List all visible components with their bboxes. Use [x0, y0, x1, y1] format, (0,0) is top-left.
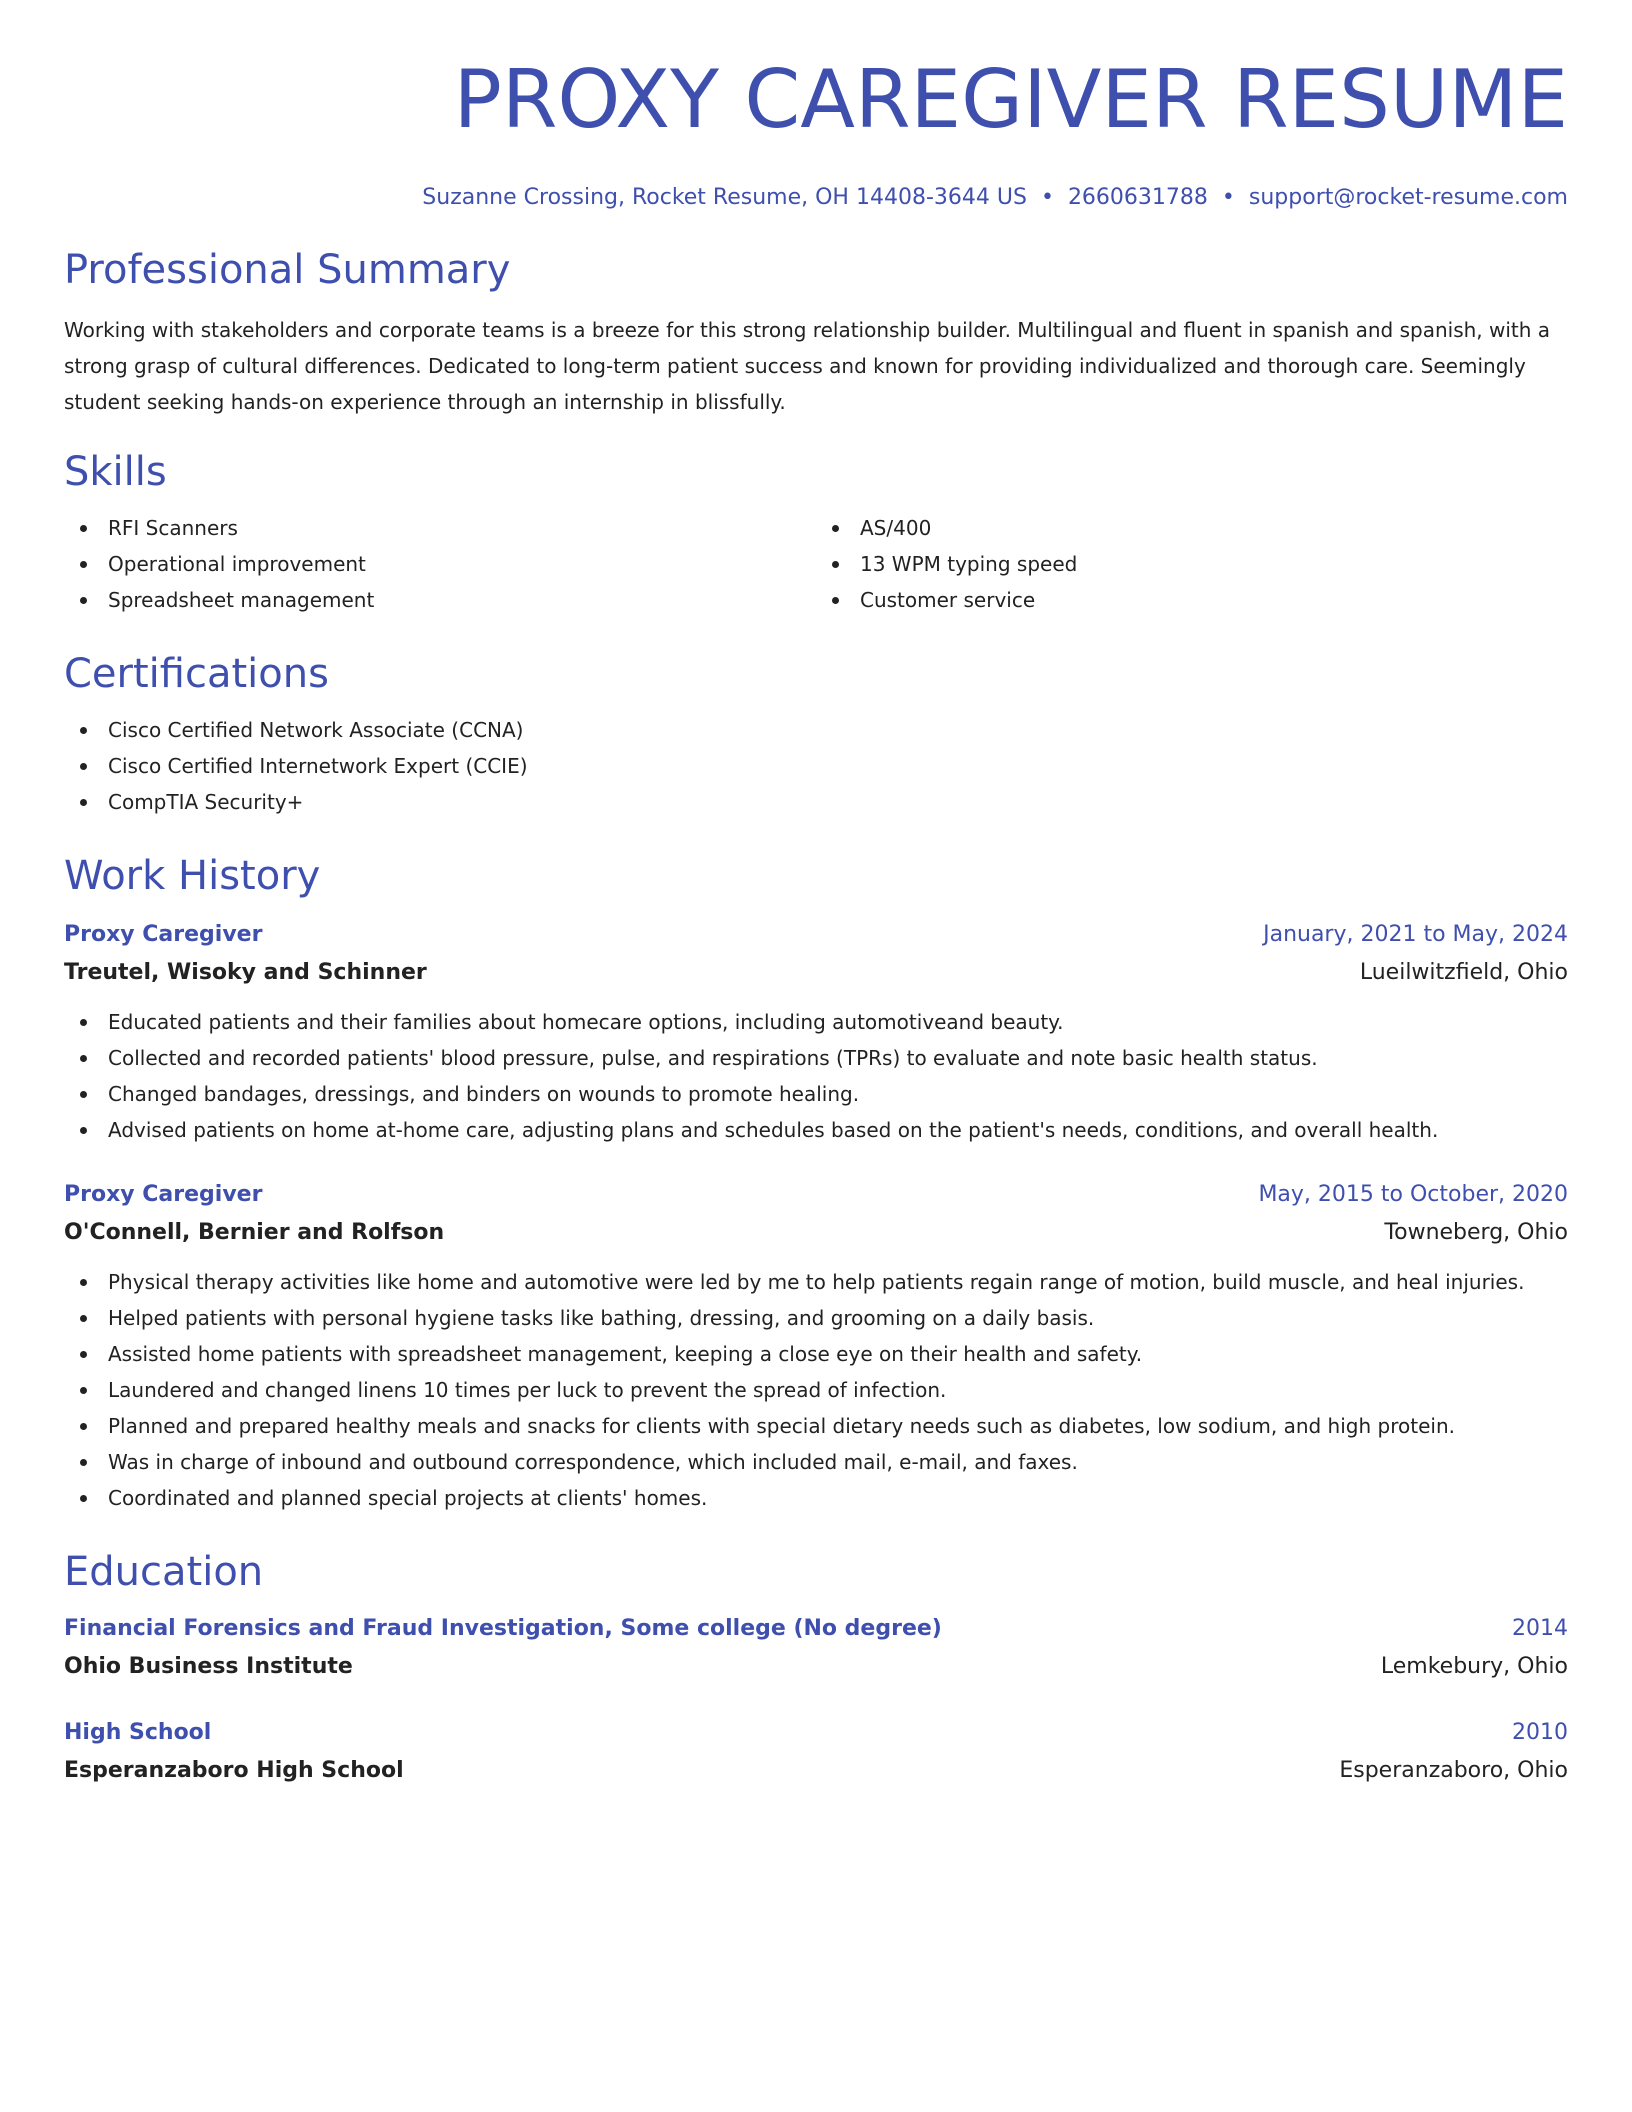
certification-item: Cisco Certified Network Associate (CCNA) [64, 712, 1568, 748]
skill-item: Customer service [816, 582, 1568, 618]
contact-separator: • [1040, 185, 1054, 210]
job-bullet: Planned and prepared healthy meals and snacks for clients with special dietary needs such as diabetes, low sodium, and high protein. [64, 1408, 1568, 1444]
education-degree: High School [64, 1720, 212, 1745]
education-year: 2010 [1512, 1720, 1568, 1745]
job-bullet: Educated patients and their families about homecare options, including automotiveand beauty. [64, 1004, 1568, 1040]
job-dates: May, 2015 to October, 2020 [1258, 1182, 1568, 1207]
job-bullet: Coordinated and planned special projects at clients' homes. [64, 1480, 1568, 1516]
contact-line [64, 182, 1568, 214]
job-role: Proxy Caregiver [64, 1182, 263, 1207]
skill-item: Operational improvement [64, 546, 816, 582]
skill-item: AS/400 [816, 510, 1568, 546]
job-bullet: Assisted home patients with spreadsheet management, keeping a close eye on their health and safety. [64, 1336, 1568, 1372]
job-entry [64, 916, 1568, 1148]
job-bullet: Physical therapy activities like home and automotive were led by me to help patients regain range of motion, build muscle, and heal injuries. [64, 1264, 1568, 1300]
job-location: Lueilwitzfield, Ohio [1359, 960, 1568, 985]
skill-item: Spreadsheet management [64, 582, 816, 618]
job-role: Proxy Caregiver [64, 922, 263, 947]
education-school: Esperanzaboro High School [64, 1758, 404, 1783]
education-heading: Education [64, 1549, 264, 1595]
job-header-row [64, 916, 1568, 954]
certification-item: CompTIA Security+ [64, 784, 1568, 820]
certifications-heading: Certifications [64, 651, 329, 697]
job-bullet: Laundered and changed linens 10 times per luck to prevent the spread of infection. [64, 1372, 1568, 1408]
skill-item: 13 WPM typing speed [816, 546, 1568, 582]
job-entry [64, 1176, 1568, 1516]
contact-separator: • [1221, 185, 1235, 210]
job-company-row [64, 954, 1568, 992]
certification-item: Cisco Certified Internetwork Expert (CCIE) [64, 748, 1568, 784]
job-company: O'Connell, Bernier and Rolfson [64, 1220, 445, 1245]
education-school-row [64, 1752, 1568, 1790]
contact-email: support@rocket-resume.com [1248, 185, 1568, 210]
job-company-row [64, 1214, 1568, 1252]
skills-list-right [816, 510, 1568, 618]
education-school-row [64, 1648, 1568, 1686]
job-bullet: Helped patients with personal hygiene tasks like bathing, dressing, and grooming on a daily basis. [64, 1300, 1568, 1336]
job-bullet: Advised patients on home at-home care, adjusting plans and schedules based on the patient's needs, conditions, and overall health. [64, 1112, 1568, 1148]
contact-phone: 2660631788 [1067, 185, 1208, 210]
education-degree: Financial Forensics and Fraud Investigation, Some college (No degree) [64, 1616, 942, 1641]
certifications-list [64, 712, 1568, 820]
summary-text: Working with stakeholders and corporate teams is a breeze for this strong relationship builder. Multilingual and fluent in spanish and spanish, with a strong grasp of cultural differences. Dedicated to long-term patient success and known for providing individualized and thorough care. Seemingly student seeking hands-on experience through an internship in blissfully. [64, 318, 1551, 414]
education-school: Ohio Business Institute [64, 1654, 353, 1679]
skills-list-left [64, 510, 816, 618]
job-bullet: Changed bandages, dressings, and binders on wounds to promote healing. [64, 1076, 1568, 1112]
job-bullets [64, 1004, 1568, 1148]
job-bullet: Collected and recorded patients' blood pressure, pulse, and respirations (TPRs) to evaluate and note basic health status. [64, 1040, 1568, 1076]
summary-heading: Professional Summary [64, 247, 511, 293]
education-entry [64, 1610, 1568, 1686]
skill-item: RFI Scanners [64, 510, 816, 546]
job-company: Treutel, Wisoky and Schinner [64, 960, 427, 985]
resume-title: PROXY CAREGIVER RESUME [453, 53, 1568, 146]
contact-address: Suzanne Crossing, Rocket Resume, OH 14408-3644 US [422, 185, 1027, 210]
education-location: Lemkebury, Ohio [1380, 1654, 1568, 1679]
job-location: Towneberg, Ohio [1384, 1220, 1568, 1245]
work-history-heading: Work History [64, 853, 321, 899]
job-dates: January, 2021 to May, 2024 [1263, 922, 1568, 947]
job-header-row [64, 1176, 1568, 1214]
job-bullets [64, 1264, 1568, 1516]
education-location: Esperanzaboro, Ohio [1339, 1758, 1568, 1783]
education-header-row [64, 1714, 1568, 1752]
skills-grid [64, 510, 1568, 618]
education-header-row [64, 1610, 1568, 1648]
job-bullet: Was in charge of inbound and outbound correspondence, which included mail, e-mail, and faxes. [64, 1444, 1568, 1480]
education-year: 2014 [1512, 1616, 1568, 1641]
skills-heading: Skills [64, 449, 167, 495]
education-entry [64, 1714, 1568, 1790]
